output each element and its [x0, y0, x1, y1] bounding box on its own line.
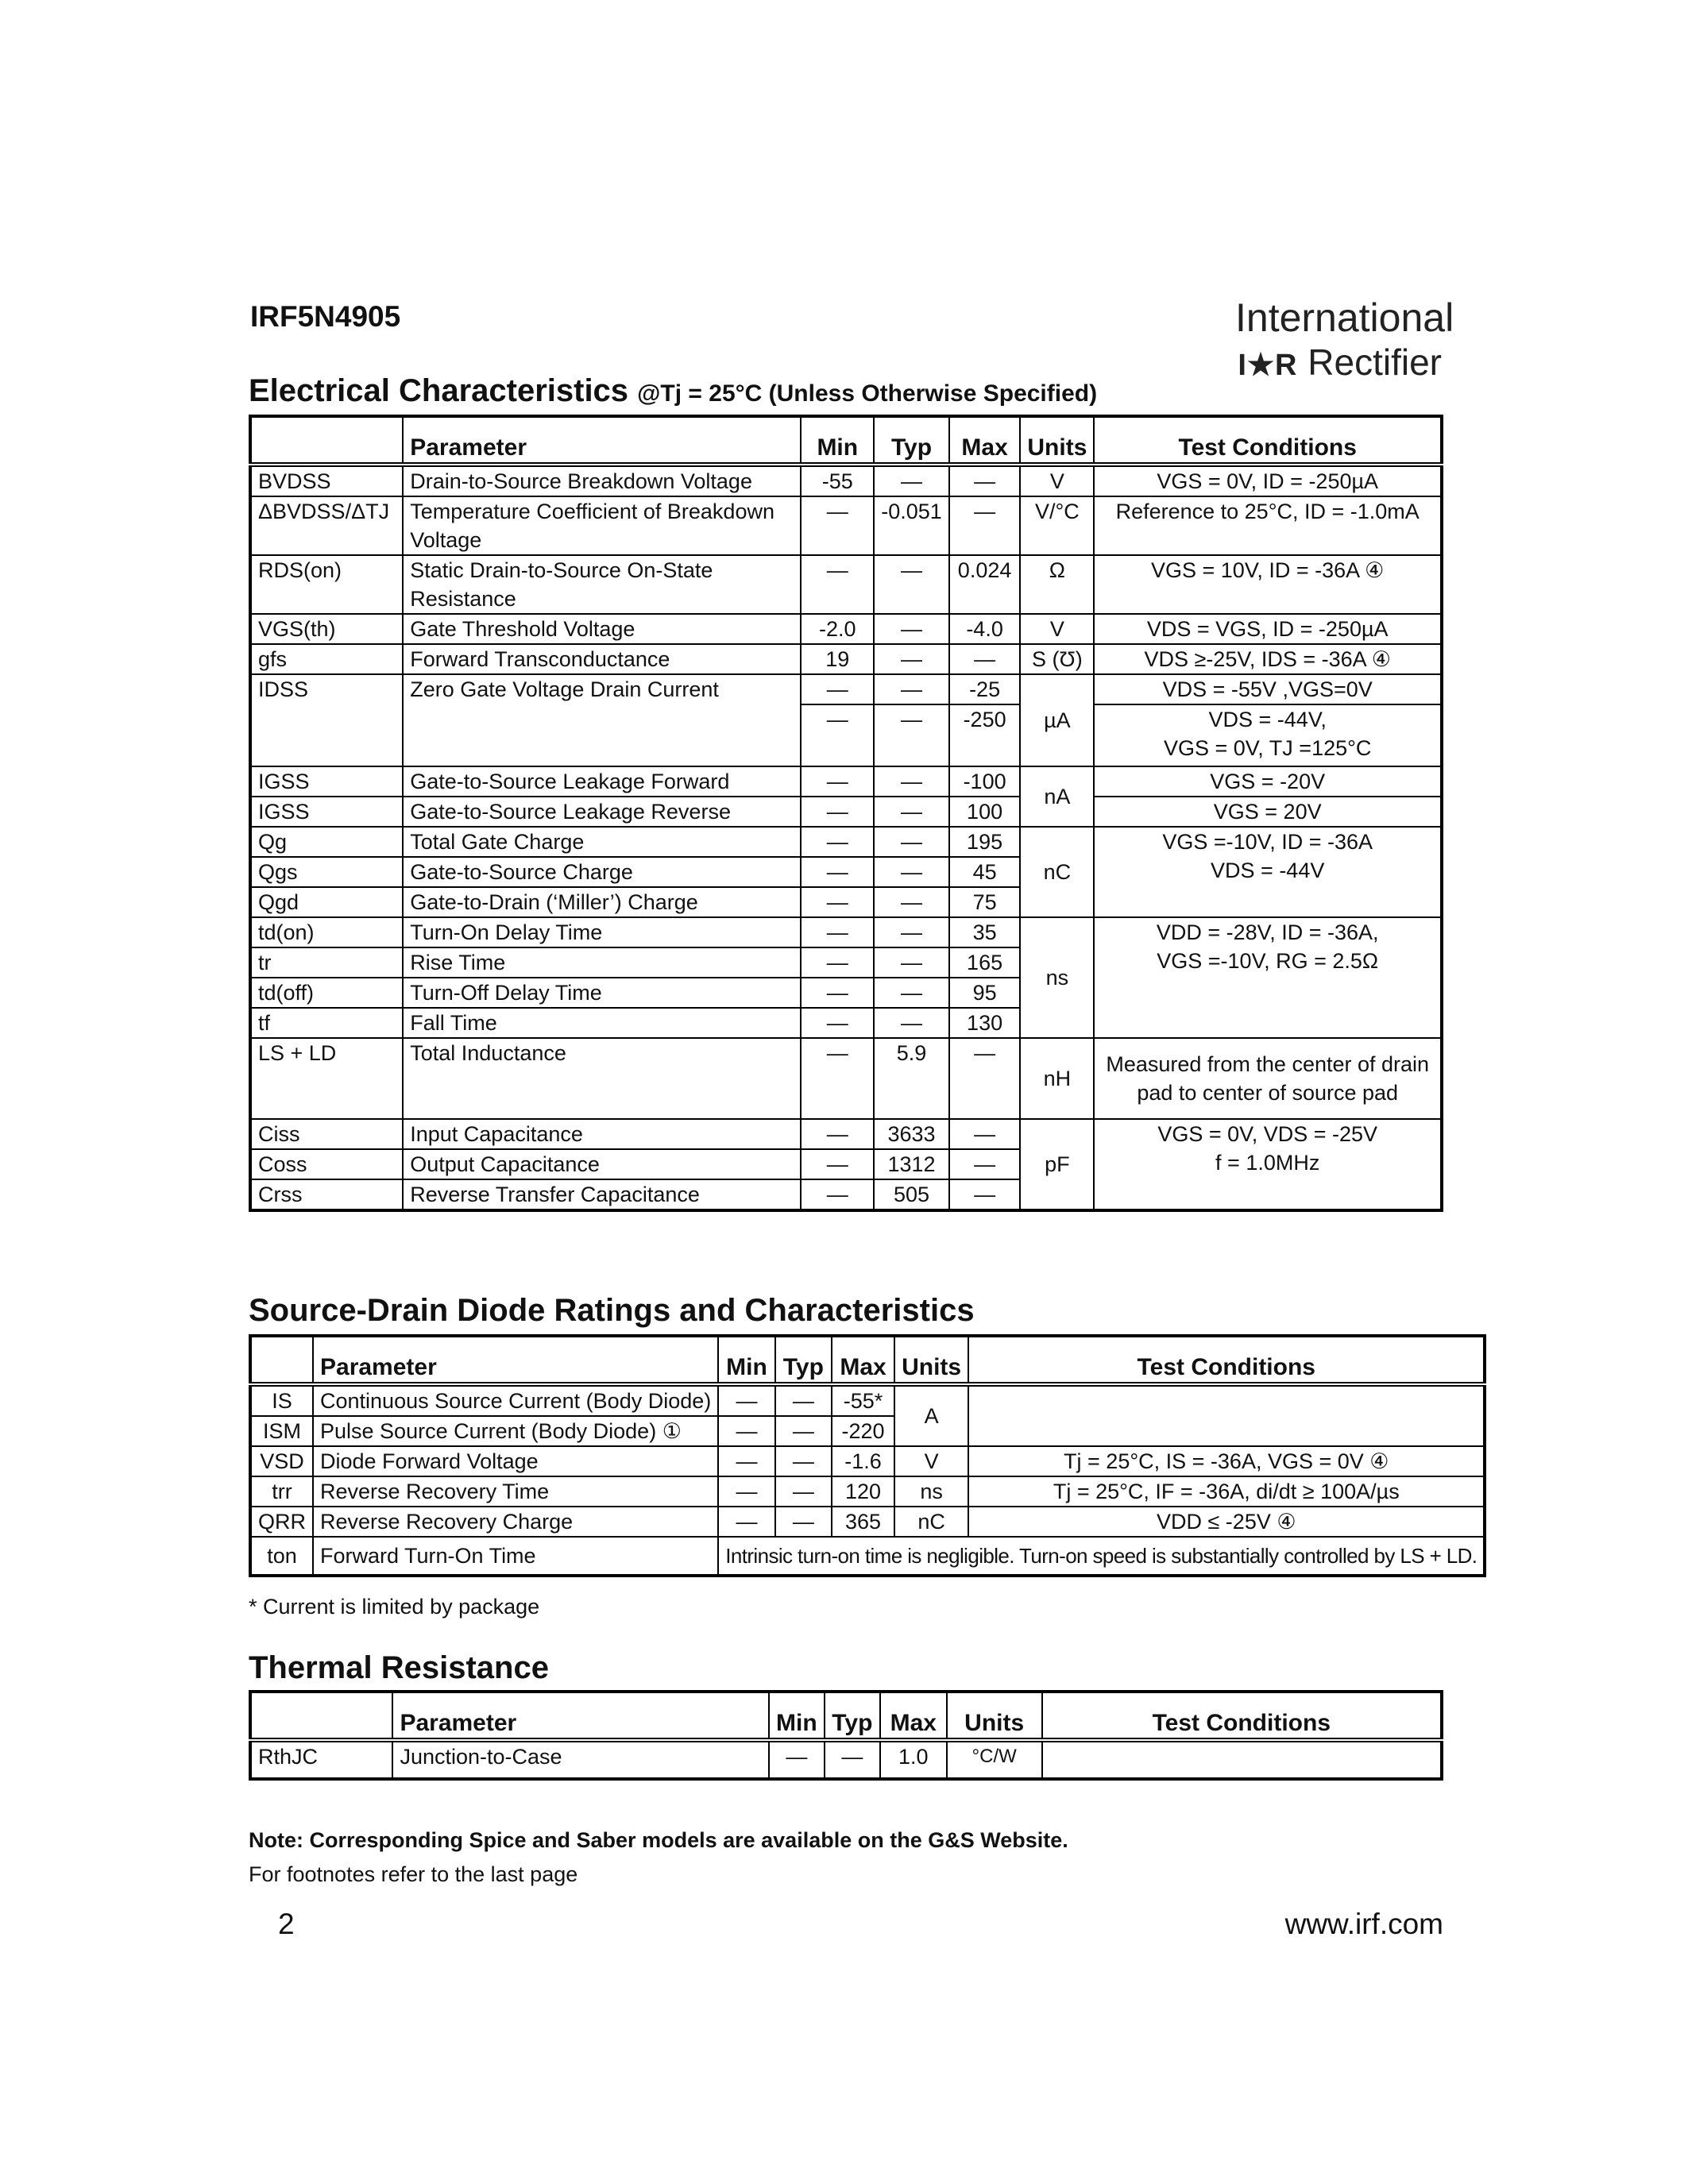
header-test-conditions: Test Conditions	[968, 1336, 1485, 1384]
typ: —	[775, 1476, 832, 1507]
min: —	[801, 496, 874, 555]
parameter: Static Drain-to-Source On-State Resistance	[403, 555, 801, 614]
thermal-title: Thermal Resistance	[249, 1650, 549, 1685]
typ: —	[874, 1008, 949, 1038]
test-condition: VDS = -55V ,VGS=0V	[1094, 674, 1442, 704]
test-condition: VDS = VGS, ID = -250µA	[1094, 614, 1442, 644]
symbol: Coss	[250, 1149, 403, 1179]
header-typ: Typ	[874, 416, 949, 465]
parameter: Temperature Coefficient of Breakdown Voltage	[403, 496, 801, 555]
table-row	[250, 496, 1442, 555]
typ: —	[874, 766, 949, 797]
footnote-reference: For footnotes refer to the last page	[249, 1862, 578, 1886]
logo-ior: I★R	[1238, 349, 1298, 382]
symbol: td(on)	[250, 917, 403, 947]
header-min: Min	[801, 416, 874, 465]
symbol: Qgs	[250, 857, 403, 887]
table-header-row	[250, 416, 1442, 465]
symbol: Qg	[250, 827, 403, 857]
units: V	[894, 1446, 968, 1476]
typ: —	[874, 465, 949, 496]
header-parameter: Parameter	[403, 416, 801, 465]
min: —	[801, 1038, 874, 1119]
max: 75	[949, 887, 1021, 917]
typ: -0.051	[874, 496, 949, 555]
units: ns	[894, 1476, 968, 1507]
parameter: Gate-to-Source Leakage Reverse	[403, 797, 801, 827]
test-condition: Tj = 25°C, IS = -36A, VGS = 0V ④	[968, 1446, 1485, 1476]
parameter: Output Capacitance	[403, 1149, 801, 1179]
symbol: ton	[250, 1537, 313, 1576]
table-row	[250, 644, 1442, 674]
parameter: Pulse Source Current (Body Diode) ①	[313, 1416, 718, 1446]
table-row	[250, 1537, 1485, 1576]
units: Ω	[1020, 555, 1094, 614]
units: nC	[894, 1507, 968, 1537]
min: —	[801, 857, 874, 887]
symbol: Ciss	[250, 1119, 403, 1149]
symbol: tr	[250, 947, 403, 978]
part-number: IRF5N4905	[250, 300, 401, 333]
table-row	[250, 827, 1442, 857]
max: -4.0	[949, 614, 1021, 644]
typ: —	[874, 978, 949, 1008]
parameter: Reverse Transfer Capacitance	[403, 1179, 801, 1210]
max: -220	[832, 1416, 894, 1446]
test-condition	[1094, 827, 1442, 917]
symbol: RthJC	[250, 1740, 392, 1779]
symbol: VSD	[250, 1446, 313, 1476]
max: —	[949, 1149, 1021, 1179]
min: —	[801, 978, 874, 1008]
test-condition: VGS = 0V, ID = -250µA	[1094, 465, 1442, 496]
parameter: Continuous Source Current (Body Diode)	[313, 1384, 718, 1416]
test-condition: VGS = 10V, ID = -36A ④	[1094, 555, 1442, 614]
logo-line2	[1235, 340, 1442, 388]
units: S (Ʊ)	[1020, 644, 1094, 674]
header-symbol	[250, 1336, 313, 1384]
page-number: 2	[278, 1908, 295, 1940]
units: ns	[1020, 917, 1094, 1038]
max: 365	[832, 1507, 894, 1537]
elec-subtitle: @Tj = 25°C (Unless Otherwise Specified)	[637, 380, 1098, 407]
typ: 3633	[874, 1119, 949, 1149]
typ: —	[874, 827, 949, 857]
units: nA	[1020, 766, 1094, 827]
max: —	[949, 644, 1021, 674]
table-row	[250, 1038, 1442, 1119]
typ: —	[775, 1416, 832, 1446]
header-max: Max	[832, 1336, 894, 1384]
units: A	[894, 1384, 968, 1446]
header-max: Max	[949, 416, 1021, 465]
logo-line1: International	[1235, 295, 1454, 340]
test-condition	[1042, 1740, 1442, 1779]
header-units: Units	[894, 1336, 968, 1384]
test-condition-line: VGS = 0V, TJ =125°C	[1163, 736, 1372, 760]
test-condition: Reference to 25°C, ID = -1.0mA	[1094, 496, 1442, 555]
typ: —	[874, 644, 949, 674]
thermal-table	[249, 1690, 1443, 1781]
parameter: Diode Forward Voltage	[313, 1446, 718, 1476]
parameter: Forward Transconductance	[403, 644, 801, 674]
max: —	[949, 1119, 1021, 1149]
min: —	[801, 917, 874, 947]
logo-rectifier: Rectifier	[1308, 341, 1442, 383]
min: —	[801, 797, 874, 827]
symbol: IGSS	[250, 797, 403, 827]
max: 35	[949, 917, 1021, 947]
table-header-row	[250, 1336, 1485, 1384]
table-row	[250, 1446, 1485, 1476]
header-parameter: Parameter	[392, 1692, 768, 1740]
symbol: IDSS	[250, 674, 403, 766]
table-row	[250, 917, 1442, 947]
header-min: Min	[769, 1692, 825, 1740]
diode-title: Source-Drain Diode Ratings and Characteristics	[249, 1293, 975, 1328]
symbol: QRR	[250, 1507, 313, 1537]
table-row	[250, 1507, 1485, 1537]
units: µA	[1020, 674, 1094, 766]
table-row	[250, 465, 1442, 496]
diode-table	[249, 1334, 1486, 1577]
typ: —	[874, 947, 949, 978]
table-row	[250, 797, 1442, 827]
max: 0.024	[949, 555, 1021, 614]
test-condition-line: VDS = -44V	[1211, 859, 1325, 882]
max: -1.6	[832, 1446, 894, 1476]
min: —	[801, 887, 874, 917]
min: —	[718, 1384, 774, 1416]
units: °C/W	[947, 1740, 1042, 1779]
min: —	[718, 1476, 774, 1507]
test-condition: Intrinsic turn-on time is negligible. Turn-on speed is substantially controlled by LS + LD.	[718, 1537, 1485, 1576]
header-test-conditions: Test Conditions	[1094, 416, 1442, 465]
typ: —	[874, 555, 949, 614]
typ: —	[874, 797, 949, 827]
min: —	[801, 1149, 874, 1179]
table-row	[250, 1476, 1485, 1507]
symbol: Crss	[250, 1179, 403, 1210]
test-condition-line: f = 1.0MHz	[1215, 1151, 1320, 1175]
test-condition: VDD ≤ -25V ④	[968, 1507, 1485, 1537]
max: -250	[949, 704, 1021, 766]
min: —	[801, 1179, 874, 1210]
parameter: Total Gate Charge	[403, 827, 801, 857]
parameter: Zero Gate Voltage Drain Current	[403, 674, 801, 766]
test-condition-line: VGS =-10V, RG = 2.5Ω	[1157, 949, 1379, 973]
symbol: gfs	[250, 644, 403, 674]
min: —	[801, 674, 874, 704]
parameter: Reverse Recovery Time	[313, 1476, 718, 1507]
min: -55	[801, 465, 874, 496]
header-symbol	[250, 416, 403, 465]
symbol: tf	[250, 1008, 403, 1038]
symbol: LS + LD	[250, 1038, 403, 1119]
header-max: Max	[880, 1692, 947, 1740]
symbol: VGS(th)	[250, 614, 403, 644]
typ: —	[874, 674, 949, 704]
table-row	[250, 766, 1442, 797]
parameter: Gate-to-Source Leakage Forward	[403, 766, 801, 797]
table-row	[250, 1384, 1485, 1416]
max: 120	[832, 1476, 894, 1507]
parameter: Input Capacitance	[403, 1119, 801, 1149]
table-header-row	[250, 1692, 1442, 1740]
typ: —	[775, 1384, 832, 1416]
min: —	[801, 827, 874, 857]
typ: —	[874, 887, 949, 917]
elec-table	[249, 415, 1443, 1212]
parameter: Turn-Off Delay Time	[403, 978, 801, 1008]
parameter: Turn-On Delay Time	[403, 917, 801, 947]
parameter: Gate Threshold Voltage	[403, 614, 801, 644]
symbol: RDS(on)	[250, 555, 403, 614]
company-logo	[1235, 295, 1454, 388]
test-condition: VGS = 20V	[1094, 797, 1442, 827]
test-condition-line: VGS =-10V, ID = -36A	[1162, 830, 1373, 854]
parameter: Drain-to-Source Breakdown Voltage	[403, 465, 801, 496]
min: —	[801, 1119, 874, 1149]
min: —	[801, 947, 874, 978]
max: 1.0	[880, 1740, 947, 1779]
parameter: Fall Time	[403, 1008, 801, 1038]
table-row	[250, 555, 1442, 614]
units: V/°C	[1020, 496, 1094, 555]
units: pF	[1020, 1119, 1094, 1210]
symbol: Qgd	[250, 887, 403, 917]
max: -100	[949, 766, 1021, 797]
max: —	[949, 1038, 1021, 1119]
table-row	[250, 614, 1442, 644]
min: —	[801, 704, 874, 766]
test-condition: Tj = 25°C, IF = -36A, di/dt ≥ 100A/µs	[968, 1476, 1485, 1507]
symbol: td(off)	[250, 978, 403, 1008]
typ: —	[874, 917, 949, 947]
max: 100	[949, 797, 1021, 827]
test-condition: Measured from the center of drain pad to center of source pad	[1094, 1038, 1442, 1119]
max: 130	[949, 1008, 1021, 1038]
symbol: IGSS	[250, 766, 403, 797]
typ: —	[775, 1507, 832, 1537]
symbol: trr	[250, 1476, 313, 1507]
min: —	[769, 1740, 825, 1779]
parameter: Rise Time	[403, 947, 801, 978]
typ: 505	[874, 1179, 949, 1210]
min: —	[718, 1446, 774, 1476]
max: —	[949, 496, 1021, 555]
header-test-conditions: Test Conditions	[1042, 1692, 1442, 1740]
header-units: Units	[1020, 416, 1094, 465]
header-typ: Typ	[775, 1336, 832, 1384]
parameter: Junction-to-Case	[392, 1740, 768, 1779]
test-condition-line: VGS = 0V, VDS = -25V	[1157, 1122, 1378, 1146]
typ: —	[874, 857, 949, 887]
header-parameter: Parameter	[313, 1336, 718, 1384]
units: nH	[1020, 1038, 1094, 1119]
parameter: Gate-to-Source Charge	[403, 857, 801, 887]
units: V	[1020, 465, 1094, 496]
parameter: Gate-to-Drain (‘Miller’) Charge	[403, 887, 801, 917]
symbol: IS	[250, 1384, 313, 1416]
website-url: www.irf.com	[1284, 1908, 1443, 1940]
min: —	[718, 1416, 774, 1446]
parameter: Forward Turn-On Time	[313, 1537, 718, 1576]
min: —	[801, 1008, 874, 1038]
symbol: BVDSS	[250, 465, 403, 496]
typ: —	[874, 614, 949, 644]
table-row	[250, 1740, 1442, 1779]
elec-title-main: Electrical Characteristics	[249, 373, 629, 408]
symbol: ΔBVDSS/ΔTJ	[250, 496, 403, 555]
parameter: Total Inductance	[403, 1038, 801, 1119]
max: 95	[949, 978, 1021, 1008]
test-condition-line: VDS = -44V,	[1208, 708, 1327, 731]
typ: 5.9	[874, 1038, 949, 1119]
max: —	[949, 465, 1021, 496]
test-condition	[1094, 917, 1442, 1038]
diode-footnote: * Current is limited by package	[249, 1595, 540, 1619]
units: V	[1020, 614, 1094, 644]
header-units: Units	[947, 1692, 1042, 1740]
max: —	[949, 1179, 1021, 1210]
max: 195	[949, 827, 1021, 857]
test-condition-line: VDD = -28V, ID = -36A,	[1156, 920, 1379, 944]
test-condition: VDS ≥-25V, IDS = -36A ④	[1094, 644, 1442, 674]
max: 45	[949, 857, 1021, 887]
test-condition	[968, 1384, 1485, 1446]
max: -25	[949, 674, 1021, 704]
typ: —	[874, 704, 949, 766]
typ: —	[775, 1446, 832, 1476]
table-row	[250, 674, 1442, 704]
header-symbol	[250, 1692, 392, 1740]
min: —	[718, 1507, 774, 1537]
min: —	[801, 766, 874, 797]
test-condition	[1094, 1119, 1442, 1210]
header-typ: Typ	[825, 1692, 880, 1740]
min: 19	[801, 644, 874, 674]
min: -2.0	[801, 614, 874, 644]
min: —	[801, 555, 874, 614]
header-min: Min	[718, 1336, 774, 1384]
symbol: ISM	[250, 1416, 313, 1446]
units: nC	[1020, 827, 1094, 917]
test-condition: VGS = -20V	[1094, 766, 1442, 797]
test-condition	[1094, 704, 1442, 766]
elec-title	[249, 373, 1097, 409]
typ: 1312	[874, 1149, 949, 1179]
table-row	[250, 1119, 1442, 1149]
max: 165	[949, 947, 1021, 978]
typ: —	[825, 1740, 880, 1779]
spice-note: Note: Corresponding Spice and Saber models are available on the G&S Website.	[249, 1828, 1068, 1852]
max: -55*	[832, 1384, 894, 1416]
parameter: Reverse Recovery Charge	[313, 1507, 718, 1537]
